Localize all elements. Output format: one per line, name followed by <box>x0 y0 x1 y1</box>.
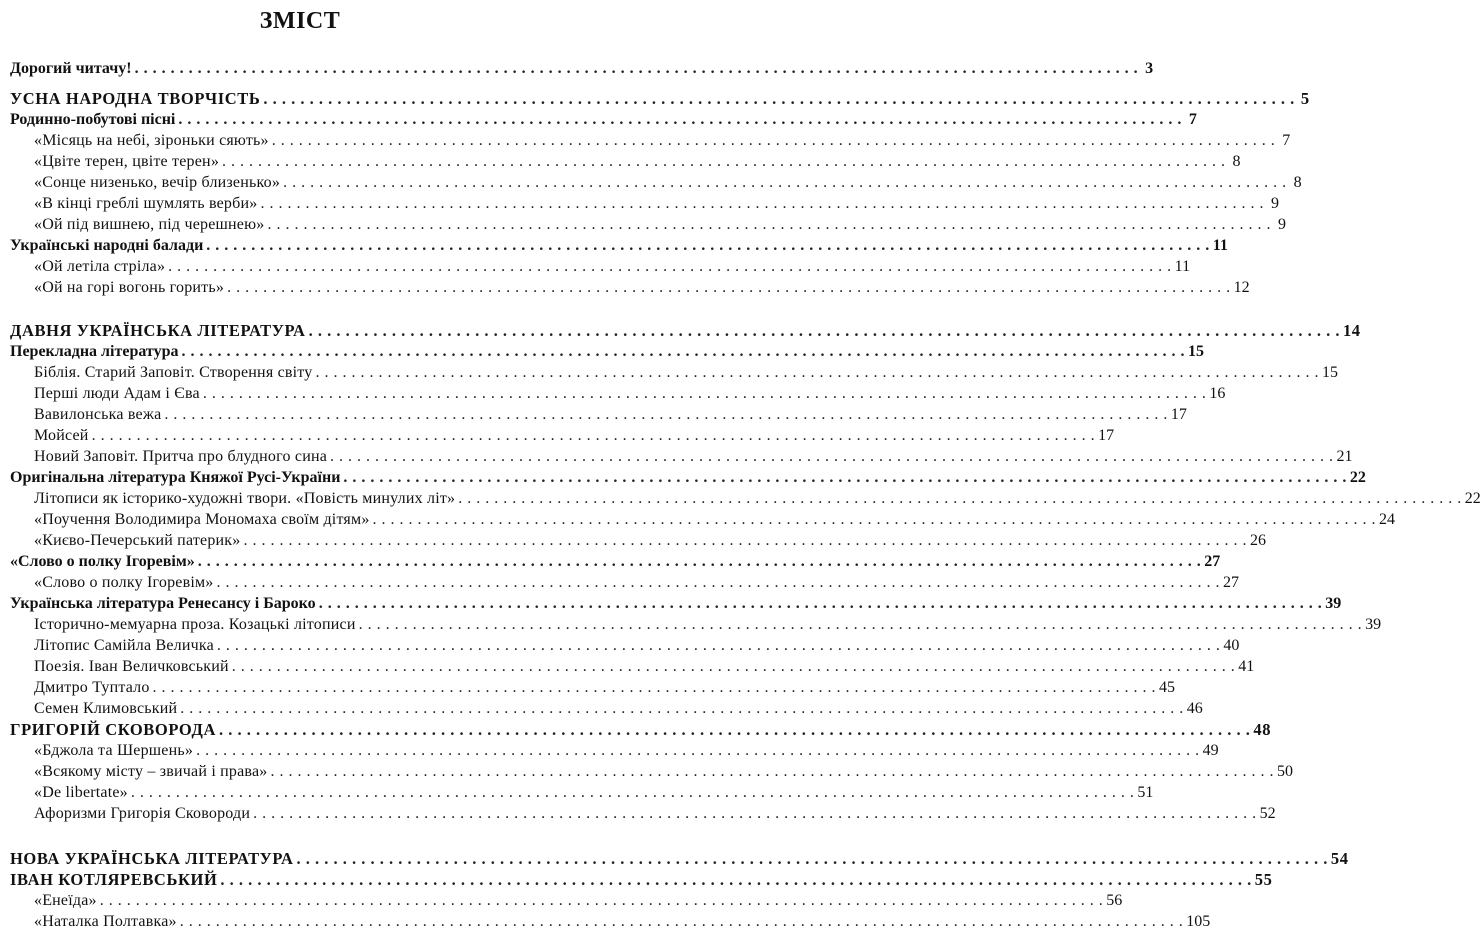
toc-entry-title: ІВАН КОТЛЯРЕВСЬКИЙ <box>10 870 218 889</box>
toc-entry-title: «Ой на горі вогонь горить» <box>34 279 225 296</box>
toc-entry-section[interactable] <box>10 320 1361 341</box>
toc-entry-sub[interactable] <box>10 58 1154 79</box>
toc-entry-item[interactable] <box>10 740 1219 761</box>
toc-entry-page-number: 22 <box>1464 490 1481 507</box>
dot-leader <box>267 214 1271 235</box>
dot-leader <box>330 446 1334 467</box>
toc-entry-title: «Всякому місту – звичай і права» <box>34 763 268 780</box>
toc-entry-title: Дорогий читачу! <box>10 60 132 77</box>
toc-entry-item[interactable] <box>10 698 1203 719</box>
dot-leader <box>319 593 1323 614</box>
toc-entry-page-number: 27 <box>1204 553 1221 570</box>
toc-entry-item[interactable] <box>10 130 1291 151</box>
dot-leader <box>283 172 1287 193</box>
toc-entry-page-number: 55 <box>1254 870 1273 889</box>
toc-entry-title: «Ой летіла стріла» <box>34 258 166 275</box>
dot-leader <box>100 890 1104 911</box>
toc-entry-item[interactable] <box>10 193 1279 214</box>
dot-leader <box>92 425 1096 446</box>
toc-entry-page-number: 45 <box>1159 679 1176 696</box>
toc-entry-section[interactable] <box>10 719 1272 740</box>
toc-entry-page-number: 8 <box>1232 153 1241 170</box>
toc-entry-item[interactable] <box>10 362 1338 383</box>
toc-entry-item[interactable] <box>10 677 1176 698</box>
toc-entry-page-number: 39 <box>1365 616 1382 633</box>
toc-entry-page-number: 26 <box>1249 532 1266 549</box>
toc-entry-title: УСНА НАРОДНА ТВОРЧІСТЬ <box>10 89 261 108</box>
section-gap <box>10 298 596 320</box>
dot-leader <box>359 614 1363 635</box>
toc-entry-title: НОВА УКРАЇНСЬКА ЛІТЕРАТУРА <box>10 849 294 868</box>
toc-entry-sub[interactable] <box>10 593 1342 614</box>
toc-entry-title: Біблія. Старий Заповіт. Створення світу <box>34 364 313 381</box>
toc-entry-item[interactable] <box>10 446 1353 467</box>
page-title: ЗМІСТ <box>259 8 341 34</box>
toc-entry-title: «Сонце низенько, вечір близенько» <box>34 174 281 191</box>
toc-entry-item[interactable] <box>10 488 1481 509</box>
toc-entry-title: «Місяць на небі, зіроньки сяють» <box>34 132 269 149</box>
toc-entry-page-number: 54 <box>1330 849 1349 868</box>
toc-entry-title: Перекладна література <box>10 343 179 360</box>
toc-entry-item[interactable] <box>10 782 1154 803</box>
toc-entry-section[interactable] <box>10 869 1273 890</box>
toc-entry-sub[interactable] <box>10 235 1228 256</box>
toc-entry-page-number: 51 <box>1137 784 1154 801</box>
dot-leader <box>343 467 1347 488</box>
toc-entry-page-number: 15 <box>1187 343 1204 360</box>
toc-entry-page-number: 27 <box>1223 574 1240 591</box>
dot-leader <box>153 677 1157 698</box>
toc-entry-title: «Києво-Печерський патерик» <box>34 532 241 549</box>
toc-entry-page-number: 14 <box>1342 321 1361 340</box>
dot-leader <box>178 109 1182 130</box>
dot-leader <box>168 256 1172 277</box>
toc-entry-title: Дмитро Туптало <box>34 679 150 696</box>
toc-entry-title: «Наталка Полтавка» <box>34 913 177 930</box>
toc-entry-title: «В кінці греблі шумлять верби» <box>34 195 258 212</box>
toc-entry-item[interactable] <box>10 530 1266 551</box>
toc-entry-title: «De libertate» <box>34 784 128 801</box>
toc-entry-title: Українські народні балади <box>10 237 204 254</box>
toc-entry-title: Поезія. Іван Величковський <box>34 658 229 675</box>
toc-entry-page-number: 17 <box>1170 406 1187 423</box>
dot-leader <box>260 193 1264 214</box>
toc-entry-page-number: 12 <box>1233 279 1250 296</box>
dot-leader <box>180 911 1184 932</box>
toc-entry-title: Літописи як історико-художні твори. «Повість минулих літ» <box>34 490 456 507</box>
toc-entry-item[interactable] <box>10 214 1286 235</box>
dot-leader <box>272 130 1276 151</box>
toc-entry-item[interactable] <box>10 614 1382 635</box>
toc-entry-item[interactable] <box>10 425 1115 446</box>
dot-leader <box>270 761 1274 782</box>
toc-entry-item[interactable] <box>10 572 1240 593</box>
table-of-contents <box>10 58 1481 932</box>
toc-entry-page-number: 40 <box>1223 637 1240 654</box>
dot-leader <box>198 551 1202 572</box>
toc-entry-title: «Слово о полку Ігоревім» <box>34 574 214 591</box>
toc-entry-title: Родинно-побутові пісні <box>10 111 176 128</box>
dot-leader <box>181 341 1185 362</box>
toc-entry-page-number: 11 <box>1174 258 1191 275</box>
toc-entry-page-number: 7 <box>1282 132 1291 149</box>
toc-entry-page-number: 39 <box>1325 595 1342 612</box>
toc-entry-title: Літопис Самійла Величка <box>34 637 214 654</box>
toc-entry-title: «Бджола та Шершень» <box>34 742 194 759</box>
dot-leader <box>217 572 1221 593</box>
toc-entry-item[interactable] <box>10 509 1396 530</box>
toc-entry-page-number: 7 <box>1188 111 1197 128</box>
toc-entry-page-number: 105 <box>1186 913 1211 930</box>
section-gap <box>10 79 596 88</box>
toc-entry-page-number: 52 <box>1259 805 1276 822</box>
toc-entry-title: «Цвіте терен, цвіте терен» <box>34 153 220 170</box>
toc-entry-title: Новий Заповіт. Притча про блудного сина <box>34 448 328 465</box>
toc-entry-item[interactable] <box>10 256 1191 277</box>
dot-leader <box>253 803 1257 824</box>
toc-entry-sub[interactable] <box>10 341 1204 362</box>
toc-entry-page-number: 9 <box>1270 195 1279 212</box>
toc-entry-title: Українська література Ренесансу і Бароко <box>10 595 316 612</box>
dot-leader <box>196 740 1200 761</box>
dot-leader <box>220 869 1251 890</box>
toc-entry-title: «Ой під вишнею, під черешнею» <box>34 216 265 233</box>
toc-entry-page-number: 46 <box>1186 700 1203 717</box>
toc-entry-page-number: 22 <box>1349 469 1366 486</box>
dot-leader <box>263 88 1294 109</box>
toc-entry-item[interactable] <box>10 890 1123 911</box>
toc-entry-title: Історично-мемуарна проза. Козацькі літописи <box>34 616 356 633</box>
toc-entry-page-number: 24 <box>1379 511 1396 528</box>
toc-entry-sub[interactable] <box>10 109 1197 130</box>
toc-entry-page-number: 3 <box>1145 60 1154 77</box>
toc-entry-title: Афоризми Григорія Сковороди <box>34 805 251 822</box>
dot-leader <box>135 58 1139 79</box>
toc-entry-page-number: 11 <box>1212 237 1228 254</box>
toc-entry-title: Семен Климовський <box>34 700 178 717</box>
dot-leader <box>243 530 1247 551</box>
dot-leader <box>217 635 1221 656</box>
toc-entry-title: ГРИГОРІЙ СКОВОРОДА <box>10 720 216 739</box>
toc-entry-item[interactable] <box>10 656 1255 677</box>
dot-leader <box>164 404 1168 425</box>
toc-entry-title: Вавилонська вежа <box>34 406 162 423</box>
dot-leader <box>373 509 1377 530</box>
toc-entry-page-number: 15 <box>1321 364 1338 381</box>
toc-entry-item[interactable] <box>10 383 1226 404</box>
toc-entry-page-number: 48 <box>1253 720 1272 739</box>
toc-entry-item[interactable] <box>10 635 1240 656</box>
toc-entry-sub[interactable] <box>10 551 1221 572</box>
toc-entry-item[interactable] <box>10 761 1293 782</box>
toc-entry-title: Перші люди Адам і Єва <box>34 385 200 402</box>
dot-leader <box>296 848 1327 869</box>
dot-leader <box>219 719 1250 740</box>
toc-entry-section[interactable] <box>10 88 1310 109</box>
toc-entry-page-number: 8 <box>1293 174 1302 191</box>
toc-entry-page-number: 5 <box>1300 89 1310 108</box>
toc-entry-item[interactable] <box>10 151 1241 172</box>
toc-entry-item[interactable] <box>10 277 1250 298</box>
dot-leader <box>315 362 1319 383</box>
toc-entry-section[interactable] <box>10 848 1349 869</box>
toc-entry-page-number: 49 <box>1202 742 1219 759</box>
dot-leader <box>227 277 1231 298</box>
dot-leader <box>232 656 1236 677</box>
dot-leader <box>203 383 1207 404</box>
toc-entry-title: «Поучення Володимира Мономаха своїм дітям» <box>34 511 370 528</box>
toc-entry-item[interactable] <box>10 404 1187 425</box>
dot-leader <box>458 488 1462 509</box>
dot-leader <box>222 151 1226 172</box>
toc-entry-page-number: 41 <box>1238 658 1255 675</box>
toc-entry-sub[interactable] <box>10 467 1366 488</box>
toc-entry-page-number: 50 <box>1276 763 1293 780</box>
toc-entry-title: «Енеїда» <box>34 892 97 909</box>
toc-entry-title: ДАВНЯ УКРАЇНСЬКА ЛІТЕРАТУРА <box>10 321 306 340</box>
toc-entry-item[interactable] <box>10 172 1302 193</box>
toc-entry-page-number: 56 <box>1106 892 1123 909</box>
toc-entry-item[interactable] <box>10 911 1211 932</box>
toc-entry-item[interactable] <box>10 803 1276 824</box>
dot-leader <box>309 320 1340 341</box>
toc-entry-title: «Слово о полку Ігоревім» <box>10 553 195 570</box>
toc-entry-page-number: 21 <box>1336 448 1353 465</box>
toc-entry-title: Мойсей <box>34 427 89 444</box>
toc-entry-page-number: 16 <box>1209 385 1226 402</box>
dot-leader <box>131 782 1135 803</box>
section-gap <box>10 824 596 848</box>
dot-leader <box>206 235 1210 256</box>
toc-entry-title: Оригінальна література Княжої Русі-України <box>10 469 341 486</box>
dot-leader <box>180 698 1184 719</box>
toc-entry-page-number: 17 <box>1098 427 1115 444</box>
toc-entry-page-number: 9 <box>1277 216 1286 233</box>
